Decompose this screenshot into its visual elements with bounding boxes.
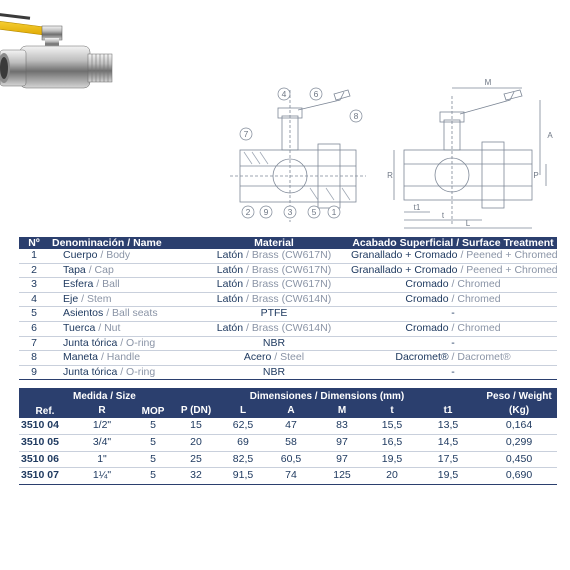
callout-3 [284, 206, 296, 218]
cell-num: 7 [19, 336, 49, 351]
header-weight-unit: (Kg) [481, 403, 557, 418]
cell-material-en: Brass (CW617N) [251, 249, 332, 261]
svg-text:6: 6 [313, 89, 319, 99]
materials-table [19, 237, 557, 380]
cell-name: Tuerca / Nut [49, 321, 199, 336]
cell-ref: 3510 04 [19, 418, 71, 434]
header-weight: Peso / Weight [481, 388, 557, 403]
dimensions-table [19, 388, 557, 485]
cell-t1: 13,5 [415, 418, 481, 434]
materials-row [19, 351, 557, 366]
header-dimensions-group: Dimensiones / Dimensions (mm) [173, 388, 481, 403]
cell-finish [349, 307, 557, 322]
cell-t: 20 [369, 468, 415, 485]
valve-photo [0, 0, 52, 115]
cross-section-diagram [222, 82, 372, 230]
cell-m: 97 [315, 434, 369, 451]
cell-finish [349, 336, 557, 351]
dimensions-row [19, 418, 557, 434]
cell-a: 60,5 [267, 451, 315, 468]
callout-5 [308, 206, 320, 218]
cell-t1: 14,5 [415, 434, 481, 451]
callout-4 [278, 88, 290, 100]
cell-finish-en: Peened + Chromed [466, 263, 558, 276]
cell-weight: 0,164 [481, 418, 557, 434]
cell-material-es: Latón [216, 321, 244, 334]
cell-ref: 3510 07 [19, 468, 71, 485]
svg-text:2: 2 [245, 207, 251, 217]
cell-material-en: Brass (CW617N) [251, 278, 332, 291]
cell-t: 19,5 [369, 451, 415, 468]
cell-material [199, 307, 349, 322]
materials-row [19, 307, 557, 322]
cell-name: Eje / Stem [49, 292, 199, 307]
cell-name: Esfera / Ball [49, 278, 199, 293]
cell-p: 20 [173, 434, 219, 451]
cell-finish-en: Chromed [457, 292, 501, 305]
dimensions-header-row-1 [19, 388, 557, 403]
materials-row [19, 249, 557, 263]
svg-text:4: 4 [281, 89, 287, 99]
cell-name-es: Tapa [63, 263, 86, 276]
cell-finish-es: Dacromet® [395, 351, 449, 364]
cell-p: 25 [173, 451, 219, 468]
cell-m: 125 [315, 468, 369, 485]
cell-finish: Cromado / Chromed [349, 321, 557, 336]
cell-m: 83 [315, 418, 369, 434]
cell-material-en: Brass (CW614N) [251, 321, 332, 334]
cell-name-es: Cuerpo [63, 249, 98, 261]
cell-name-en: Ball [102, 278, 120, 291]
dim-label-t1: t1 [413, 203, 421, 212]
cell-num: 8 [19, 351, 49, 366]
cell-finish-es: - [451, 307, 455, 320]
cell-material-es: PTFE [260, 307, 288, 320]
cell-material: Latón / Brass (CW617N) [199, 249, 349, 263]
dimensions-row [19, 468, 557, 485]
cell-num: 3 [19, 278, 49, 293]
materials-row [19, 336, 557, 351]
cell-name-en: Stem [86, 292, 112, 305]
cell-l: 69 [219, 434, 267, 451]
callout-7 [240, 128, 252, 140]
cell-material-es: Acero [243, 351, 272, 364]
cell-name-es: Maneta [63, 351, 99, 364]
cell-material-es: Latón [216, 263, 244, 276]
cell-material-en: Brass (CW614N) [251, 292, 332, 305]
cell-l: 82,5 [219, 451, 267, 468]
cell-material-en: Brass (CW617N) [251, 263, 332, 276]
cell-material: Latón / Brass (CW614N) [199, 321, 349, 336]
cell-l: 91,5 [219, 468, 267, 485]
cell-material: Acero / Steel [199, 351, 349, 366]
cell-num: 9 [19, 365, 49, 380]
materials-row [19, 365, 557, 380]
materials-row [19, 292, 557, 307]
header-finish: Acabado Superficial / Surface Treatment [349, 237, 557, 249]
cell-finish: Cromado / Chromed [349, 292, 557, 307]
header-a: A [267, 403, 315, 418]
cell-a: 47 [267, 418, 315, 434]
cell-finish-es: - [451, 336, 455, 349]
cell-finish: Dacromet® / Dacromet® [349, 351, 557, 366]
cell-name: Junta tórica / O-ring [49, 336, 199, 351]
cell-finish-es: Cromado [405, 321, 449, 334]
cell-ref: 3510 06 [19, 451, 71, 468]
cell-ref: 3510 05 [19, 434, 71, 451]
cell-num: 1 [19, 249, 49, 263]
materials-row [19, 263, 557, 278]
svg-text:7: 7 [243, 129, 249, 139]
callout-1 [328, 206, 340, 218]
cell-size: 1¼" [71, 468, 133, 485]
cell-material-es: Latón [216, 292, 244, 305]
cell-num: 5 [19, 307, 49, 322]
cell-name: Junta tórica / O-ring [49, 365, 199, 380]
cell-finish-es: Granallado + Cromado [351, 249, 458, 261]
cell-finish: Granallado + Cromado / Peened + Chromed [349, 263, 557, 278]
cell-finish-en: Peened + Chromed [466, 249, 558, 261]
header-m: M [315, 403, 369, 418]
header-t: t [369, 403, 415, 418]
cell-weight: 0,450 [481, 451, 557, 468]
cell-size: 3/4" [71, 434, 133, 451]
cell-p: 32 [173, 468, 219, 485]
cell-name-en: O-ring [126, 336, 156, 349]
cell-finish-es: Cromado [405, 278, 449, 291]
cell-material-es: NBR [262, 365, 286, 378]
cell-weight: 0,299 [481, 434, 557, 451]
header-l: L [219, 403, 267, 418]
cell-material-es: Latón [216, 249, 244, 261]
cell-finish-es: Granallado + Cromado [351, 263, 458, 276]
header-name: Denominación / Name [49, 237, 199, 249]
callout-6 [310, 88, 322, 100]
svg-text:9: 9 [263, 207, 269, 217]
cell-material-es: NBR [262, 336, 286, 349]
header-t1: t1 [415, 403, 481, 418]
cell-name-es: Eje [63, 292, 79, 305]
dim-label-m: M [484, 78, 492, 87]
svg-text:8: 8 [353, 111, 359, 121]
cell-finish [349, 365, 557, 380]
cell-name-en: Handle [106, 351, 141, 364]
header-size-r: R [71, 403, 133, 418]
dim-label-t: t [441, 211, 445, 220]
materials-row [19, 278, 557, 293]
materials-header-row [19, 237, 557, 249]
cell-material-es: Latón [216, 278, 244, 291]
callout-2 [242, 206, 254, 218]
cell-name-en: Ball seats [112, 307, 158, 320]
cell-size: 1/2" [71, 418, 133, 434]
cell-name-es: Tuerca [63, 321, 96, 334]
svg-text:1: 1 [331, 207, 337, 217]
cell-material: Latón / Brass (CW614N) [199, 292, 349, 307]
cell-t: 15,5 [369, 418, 415, 434]
header-num: Nº [19, 237, 49, 249]
cell-mop: 5 [133, 468, 173, 485]
cell-num: 4 [19, 292, 49, 307]
cell-mop: 5 [133, 418, 173, 434]
cell-a: 74 [267, 468, 315, 485]
cell-material: Latón / Brass (CW617N) [199, 278, 349, 293]
dim-label-p: P [533, 171, 539, 180]
cell-mop: 5 [133, 451, 173, 468]
cell-name: Cuerpo / Body [49, 249, 199, 263]
dimensions-row [19, 434, 557, 451]
svg-text:5: 5 [311, 207, 317, 217]
header-size: Medida / Size [71, 388, 133, 403]
cell-material [199, 336, 349, 351]
svg-text:3: 3 [287, 207, 293, 217]
cell-a: 58 [267, 434, 315, 451]
cell-name-en: Nut [104, 321, 121, 334]
cell-name: Maneta / Handle [49, 351, 199, 366]
cell-finish-es: Cromado [405, 292, 449, 305]
cell-name-en: Body [106, 249, 131, 261]
cell-mop: 5 [133, 434, 173, 451]
dim-label-r: R [387, 171, 393, 180]
cell-material: Latón / Brass (CW617N) [199, 263, 349, 278]
cell-size: 1" [71, 451, 133, 468]
cell-name-en: Cap [94, 263, 114, 276]
header-mop: MOP [133, 388, 173, 418]
header-material: Material [199, 237, 349, 249]
dim-label-l: L [465, 219, 471, 228]
dimensions-header-row-2 [19, 403, 557, 418]
cell-num: 6 [19, 321, 49, 336]
header-p: P (DN) [173, 403, 219, 418]
cell-finish: Granallado + Cromado / Peened + Chromed [349, 249, 557, 263]
cell-num: 2 [19, 263, 49, 278]
cell-material-en: Steel [280, 351, 305, 364]
cell-name: Tapa / Cap [49, 263, 199, 278]
cell-material [199, 365, 349, 380]
callout-8 [350, 110, 362, 122]
cell-t1: 17,5 [415, 451, 481, 468]
cell-name-es: Esfera [63, 278, 94, 291]
cell-finish-es: - [451, 365, 455, 378]
cell-p: 15 [173, 418, 219, 434]
cell-name: Asientos / Ball seats [49, 307, 199, 322]
cell-t: 16,5 [369, 434, 415, 451]
cell-name-en: O-ring [126, 365, 156, 378]
cell-finish: Cromado / Chromed [349, 278, 557, 293]
cell-finish-en: Chromed [457, 321, 501, 334]
materials-row [19, 321, 557, 336]
cell-name-es: Asientos [63, 307, 104, 320]
cell-t1: 19,5 [415, 468, 481, 485]
cell-l: 62,5 [219, 418, 267, 434]
header-ref: Ref. [19, 388, 71, 418]
dimension-drawing [386, 76, 558, 232]
cell-m: 97 [315, 451, 369, 468]
cell-finish-en: Dacromet® [457, 351, 511, 364]
dim-label-a: A [547, 131, 553, 140]
callout-9 [260, 206, 272, 218]
dimensions-row [19, 451, 557, 468]
cell-weight: 0,690 [481, 468, 557, 485]
cell-name-es: Junta tórica [63, 336, 118, 349]
cell-name-es: Junta tórica [63, 365, 118, 378]
cell-finish-en: Chromed [457, 278, 501, 291]
